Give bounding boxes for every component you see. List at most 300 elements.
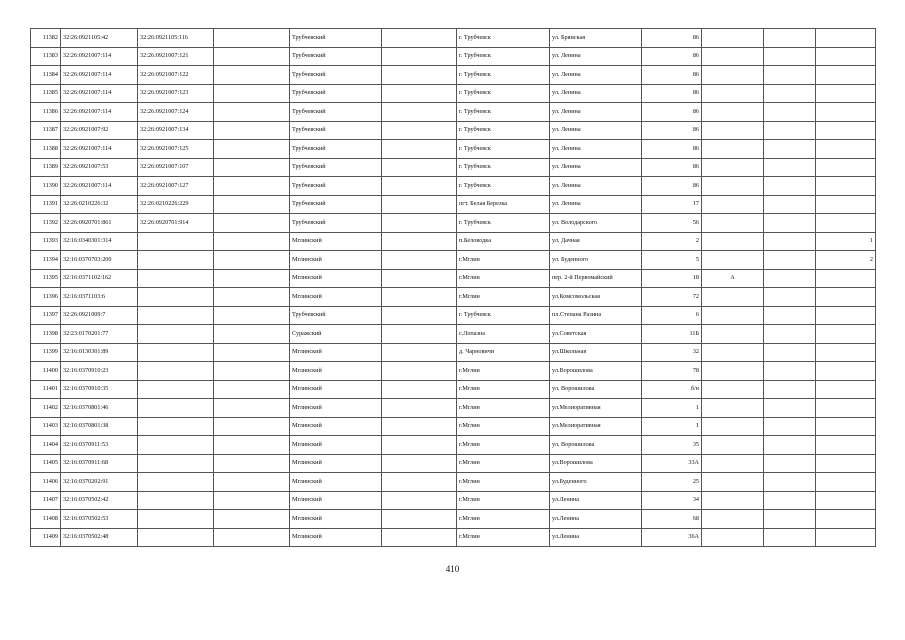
cell-row-number: 11388 xyxy=(31,140,61,159)
cell-empty-col-3 xyxy=(764,306,816,325)
cell-row-number: 11389 xyxy=(31,158,61,177)
cell-empty-col-2 xyxy=(382,288,457,307)
cell-letter xyxy=(702,177,764,196)
cell-cadastral-number: 32:26:0921007:92 xyxy=(61,121,138,140)
cell-letter xyxy=(702,121,764,140)
cell-apartment xyxy=(816,306,876,325)
table-row xyxy=(31,325,876,344)
cell-settlement: г.Мглин xyxy=(457,269,550,288)
cell-row-number: 11404 xyxy=(31,436,61,455)
cell-street: ул. Буденного xyxy=(550,251,642,270)
cell-street: ул.Буденного xyxy=(550,473,642,492)
cell-empty-col-3 xyxy=(764,399,816,418)
cell-district: Трубчевский xyxy=(290,103,382,122)
cell-street: ул. Ленина xyxy=(550,47,642,66)
cell-empty-col-2 xyxy=(382,362,457,381)
cell-cadastral-number: 32:26:0920701:861 xyxy=(61,214,138,233)
cell-empty-col-3 xyxy=(764,528,816,547)
cell-settlement: г.Мглин xyxy=(457,251,550,270)
cell-cadastral-number: 32:16:0371103:6 xyxy=(61,288,138,307)
cell-empty-col xyxy=(214,121,290,140)
cell-street: пл.Степана Разина xyxy=(550,306,642,325)
cell-letter xyxy=(702,84,764,103)
cell-empty-col xyxy=(214,158,290,177)
cell-cadastral-number: 32:16:0370202:91 xyxy=(61,473,138,492)
cell-street: ул. Ленина xyxy=(550,103,642,122)
cell-empty-col-2 xyxy=(382,528,457,547)
table-row xyxy=(31,232,876,251)
cell-object-number: 32:26:0210226:229 xyxy=(138,195,214,214)
table-row xyxy=(31,380,876,399)
cell-apartment xyxy=(816,269,876,288)
cell-empty-col-2 xyxy=(382,306,457,325)
cell-empty-col-2 xyxy=(382,121,457,140)
cell-empty-col-3 xyxy=(764,214,816,233)
document-table-container xyxy=(30,28,875,547)
cell-settlement: г.Мглин xyxy=(457,380,550,399)
cell-district: Мглинский xyxy=(290,528,382,547)
cell-settlement: г. Трубчевск xyxy=(457,158,550,177)
cell-empty-col xyxy=(214,214,290,233)
cell-empty-col-3 xyxy=(764,288,816,307)
cell-street: ул.Ворошилова xyxy=(550,362,642,381)
cell-apartment xyxy=(816,362,876,381)
cell-empty-col xyxy=(214,232,290,251)
table-row xyxy=(31,214,876,233)
cell-street: ул. Ленина xyxy=(550,66,642,85)
cell-empty-col-2 xyxy=(382,325,457,344)
cell-empty-col-3 xyxy=(764,232,816,251)
cell-settlement: г.Мглин xyxy=(457,473,550,492)
cell-empty-col-2 xyxy=(382,454,457,473)
cell-district: Мглинский xyxy=(290,436,382,455)
cell-object-number xyxy=(138,399,214,418)
cell-letter xyxy=(702,325,764,344)
cell-empty-col-2 xyxy=(382,214,457,233)
cell-apartment xyxy=(816,436,876,455)
table-row xyxy=(31,491,876,510)
cell-apartment xyxy=(816,343,876,362)
cell-empty-col xyxy=(214,325,290,344)
cell-empty-col-3 xyxy=(764,29,816,48)
cell-settlement: пгт. Белая Березка xyxy=(457,195,550,214)
cell-row-number: 11402 xyxy=(31,399,61,418)
cell-row-number: 11382 xyxy=(31,29,61,48)
cell-apartment xyxy=(816,29,876,48)
cell-cadastral-number: 32:26:0921007:114 xyxy=(61,84,138,103)
cell-settlement: г. Трубчевск xyxy=(457,214,550,233)
cell-cadastral-number: 32:16:0370911:68 xyxy=(61,454,138,473)
cell-empty-col-2 xyxy=(382,103,457,122)
cell-district: Трубчевский xyxy=(290,214,382,233)
cell-street: ул. Ленина xyxy=(550,84,642,103)
table-row xyxy=(31,399,876,418)
cell-apartment xyxy=(816,454,876,473)
table-row xyxy=(31,306,876,325)
cell-row-number: 11393 xyxy=(31,232,61,251)
cell-row-number: 11407 xyxy=(31,491,61,510)
cell-empty-col-2 xyxy=(382,195,457,214)
cell-empty-col-3 xyxy=(764,177,816,196)
cell-row-number: 11409 xyxy=(31,528,61,547)
cell-empty-col-3 xyxy=(764,84,816,103)
cell-row-number: 11392 xyxy=(31,214,61,233)
cell-object-number: 32:26:0921007:134 xyxy=(138,121,214,140)
cell-apartment xyxy=(816,417,876,436)
cell-cadastral-number: 32:16:0370910:23 xyxy=(61,362,138,381)
cell-empty-col-3 xyxy=(764,362,816,381)
cell-cadastral-number: 32:26:0921105:42 xyxy=(61,29,138,48)
cell-empty-col-3 xyxy=(764,121,816,140)
cell-empty-col-2 xyxy=(382,269,457,288)
cell-settlement: г.Мглин xyxy=(457,417,550,436)
cell-object-number xyxy=(138,436,214,455)
cell-empty-col-3 xyxy=(764,454,816,473)
cell-house-number: 6 xyxy=(642,306,702,325)
cell-letter xyxy=(702,399,764,418)
cell-apartment xyxy=(816,380,876,399)
cell-row-number: 11400 xyxy=(31,362,61,381)
cell-settlement: г. Трубчевск xyxy=(457,47,550,66)
cell-empty-col-2 xyxy=(382,491,457,510)
cell-apartment xyxy=(816,288,876,307)
cell-house-number: 33А xyxy=(642,454,702,473)
cell-letter xyxy=(702,528,764,547)
cell-empty-col-2 xyxy=(382,473,457,492)
cell-street: ул. Ворошилова xyxy=(550,380,642,399)
cell-letter xyxy=(702,47,764,66)
cell-street: ул. Ленина xyxy=(550,177,642,196)
cell-empty-col-3 xyxy=(764,251,816,270)
cell-district: Трубчевский xyxy=(290,47,382,66)
cell-settlement: г. Трубчевск xyxy=(457,103,550,122)
cell-letter xyxy=(702,306,764,325)
cell-empty-col-2 xyxy=(382,251,457,270)
cell-house-number: 35 xyxy=(642,436,702,455)
table-body xyxy=(31,29,876,547)
cell-street: ул.Школьная xyxy=(550,343,642,362)
cell-district: Трубчевский xyxy=(290,29,382,48)
cell-object-number xyxy=(138,454,214,473)
table-row xyxy=(31,47,876,66)
cell-letter xyxy=(702,66,764,85)
cell-district: Трубчевский xyxy=(290,84,382,103)
cell-apartment xyxy=(816,103,876,122)
cell-street: ул.Ленина xyxy=(550,528,642,547)
table-row xyxy=(31,251,876,270)
cell-letter xyxy=(702,232,764,251)
table-row xyxy=(31,343,876,362)
cell-object-number: 32:26:0921007:127 xyxy=(138,177,214,196)
cell-object-number xyxy=(138,232,214,251)
cell-house-number: 68 xyxy=(642,510,702,529)
cell-district: Мглинский xyxy=(290,510,382,529)
cell-letter xyxy=(702,473,764,492)
cell-settlement: г.Мглин xyxy=(457,436,550,455)
cell-object-number: 32:26:0921007:121 xyxy=(138,47,214,66)
cell-cadastral-number: 32:26:0921009:7 xyxy=(61,306,138,325)
cell-empty-col-3 xyxy=(764,158,816,177)
cell-street: ул.Мелиоративная xyxy=(550,399,642,418)
cell-letter xyxy=(702,417,764,436)
cell-row-number: 11384 xyxy=(31,66,61,85)
cell-empty-col-2 xyxy=(382,177,457,196)
cell-empty-col-3 xyxy=(764,325,816,344)
cell-district: Трубчевский xyxy=(290,66,382,85)
cell-empty-col xyxy=(214,66,290,85)
cell-object-number xyxy=(138,343,214,362)
cell-row-number: 11401 xyxy=(31,380,61,399)
cell-letter xyxy=(702,343,764,362)
cell-row-number: 11385 xyxy=(31,84,61,103)
cell-street: ул.Ленина xyxy=(550,510,642,529)
table-row xyxy=(31,103,876,122)
cell-cadastral-number: 32:26:0210226:32 xyxy=(61,195,138,214)
cell-street: ул. Ленина xyxy=(550,140,642,159)
cell-empty-col xyxy=(214,343,290,362)
cell-apartment xyxy=(816,325,876,344)
cell-apartment xyxy=(816,84,876,103)
cell-house-number: б/н xyxy=(642,380,702,399)
cell-row-number: 11408 xyxy=(31,510,61,529)
cell-letter xyxy=(702,436,764,455)
cell-district: Мглинский xyxy=(290,232,382,251)
cell-empty-col xyxy=(214,269,290,288)
cell-district: Мглинский xyxy=(290,380,382,399)
cell-empty-col xyxy=(214,510,290,529)
cell-object-number xyxy=(138,288,214,307)
cell-cadastral-number: 32:16:0370910:35 xyxy=(61,380,138,399)
cell-cadastral-number: 32:26:0921007:114 xyxy=(61,47,138,66)
cell-empty-col-2 xyxy=(382,417,457,436)
cell-letter xyxy=(702,214,764,233)
cell-district: Мглинский xyxy=(290,362,382,381)
cell-empty-col xyxy=(214,528,290,547)
cell-street: пер. 2-й Первомайский xyxy=(550,269,642,288)
cell-street: ул. Брянская xyxy=(550,29,642,48)
cell-house-number: 86 xyxy=(642,66,702,85)
cell-cadastral-number: 32:16:0370801:38 xyxy=(61,417,138,436)
cell-empty-col-3 xyxy=(764,343,816,362)
cell-empty-col xyxy=(214,251,290,270)
table-row xyxy=(31,528,876,547)
cell-letter xyxy=(702,362,764,381)
cell-row-number: 11406 xyxy=(31,473,61,492)
cell-district: Мглинский xyxy=(290,417,382,436)
cell-letter xyxy=(702,491,764,510)
cell-house-number: 86 xyxy=(642,84,702,103)
cell-empty-col-2 xyxy=(382,436,457,455)
table-row xyxy=(31,140,876,159)
cell-district: Мглинский xyxy=(290,269,382,288)
cell-letter: А xyxy=(702,269,764,288)
cell-empty-col-3 xyxy=(764,66,816,85)
cell-house-number: 34 xyxy=(642,491,702,510)
cell-district: Трубчевский xyxy=(290,306,382,325)
cell-apartment xyxy=(816,491,876,510)
cell-empty-col-3 xyxy=(764,380,816,399)
cell-house-number: 5 xyxy=(642,251,702,270)
cell-row-number: 11383 xyxy=(31,47,61,66)
cell-empty-col-2 xyxy=(382,380,457,399)
cell-letter xyxy=(702,454,764,473)
cell-settlement: г. Трубчевск xyxy=(457,121,550,140)
cell-house-number: 86 xyxy=(642,140,702,159)
cell-apartment xyxy=(816,177,876,196)
cell-object-number: 32:26:0921007:122 xyxy=(138,66,214,85)
cell-object-number xyxy=(138,491,214,510)
cell-empty-col xyxy=(214,288,290,307)
table-row xyxy=(31,362,876,381)
cell-cadastral-number: 32:16:0340301:314 xyxy=(61,232,138,251)
cell-empty-col xyxy=(214,195,290,214)
cell-apartment: 1 xyxy=(816,232,876,251)
cell-house-number: 86 xyxy=(642,177,702,196)
cell-empty-col xyxy=(214,399,290,418)
cell-object-number xyxy=(138,325,214,344)
cell-empty-col-2 xyxy=(382,158,457,177)
cell-street: ул.Советская xyxy=(550,325,642,344)
cell-object-number: 32:26:0921007:123 xyxy=(138,84,214,103)
cell-house-number: 86 xyxy=(642,158,702,177)
cell-settlement: г.Мглин xyxy=(457,528,550,547)
cell-apartment xyxy=(816,195,876,214)
cell-empty-col xyxy=(214,380,290,399)
cell-cadastral-number: 32:26:0921007:114 xyxy=(61,103,138,122)
cell-cadastral-number: 32:26:0921007:114 xyxy=(61,140,138,159)
cell-empty-col-2 xyxy=(382,66,457,85)
cell-cadastral-number: 32:16:0370703:200 xyxy=(61,251,138,270)
cell-empty-col-2 xyxy=(382,510,457,529)
cell-house-number: 1 xyxy=(642,417,702,436)
cell-object-number xyxy=(138,251,214,270)
cell-apartment xyxy=(816,66,876,85)
cell-cadastral-number: 32:26:0921007:53 xyxy=(61,158,138,177)
cell-empty-col xyxy=(214,362,290,381)
cell-object-number xyxy=(138,417,214,436)
cell-letter xyxy=(702,510,764,529)
cell-street: ул.Комсомольская xyxy=(550,288,642,307)
cell-apartment xyxy=(816,121,876,140)
cell-row-number: 11403 xyxy=(31,417,61,436)
cell-empty-col xyxy=(214,140,290,159)
cell-cadastral-number: 32:16:0370502:48 xyxy=(61,528,138,547)
table-row xyxy=(31,121,876,140)
cell-object-number xyxy=(138,510,214,529)
cell-apartment xyxy=(816,399,876,418)
cell-empty-col-3 xyxy=(764,195,816,214)
cell-empty-col-3 xyxy=(764,47,816,66)
cell-object-number xyxy=(138,269,214,288)
cell-empty-col xyxy=(214,454,290,473)
cell-object-number xyxy=(138,306,214,325)
cell-object-number: 32:26:0920701:914 xyxy=(138,214,214,233)
page-number: 410 xyxy=(445,564,460,574)
cell-district: Трубчевский xyxy=(290,177,382,196)
cell-empty-col xyxy=(214,84,290,103)
cell-cadastral-number: 32:16:0370502:53 xyxy=(61,510,138,529)
cell-district: Мглинский xyxy=(290,251,382,270)
cell-street: ул.Мелиоративная xyxy=(550,417,642,436)
cell-row-number: 11397 xyxy=(31,306,61,325)
cell-house-number: 11Б xyxy=(642,325,702,344)
cell-street: ул. Ворошилова xyxy=(550,436,642,455)
cell-apartment xyxy=(816,140,876,159)
cell-object-number xyxy=(138,528,214,547)
cell-empty-col-3 xyxy=(764,140,816,159)
cell-house-number: 78 xyxy=(642,362,702,381)
cell-object-number xyxy=(138,380,214,399)
cell-empty-col xyxy=(214,417,290,436)
cell-apartment xyxy=(816,473,876,492)
cell-empty-col-2 xyxy=(382,29,457,48)
cell-empty-col xyxy=(214,491,290,510)
cell-row-number: 11391 xyxy=(31,195,61,214)
cell-house-number: 86 xyxy=(642,121,702,140)
cell-street: ул. Ленина xyxy=(550,158,642,177)
cell-empty-col-3 xyxy=(764,103,816,122)
cell-district: Трубчевский xyxy=(290,121,382,140)
cell-cadastral-number: 32:23:0170201:77 xyxy=(61,325,138,344)
cell-empty-col xyxy=(214,436,290,455)
cell-house-number: 36А xyxy=(642,528,702,547)
cell-empty-col-2 xyxy=(382,47,457,66)
cell-house-number: 1 xyxy=(642,399,702,418)
cell-settlement: п.Беловодка xyxy=(457,232,550,251)
cell-apartment xyxy=(816,47,876,66)
cell-letter xyxy=(702,380,764,399)
cell-letter xyxy=(702,158,764,177)
cell-row-number: 11398 xyxy=(31,325,61,344)
cell-letter xyxy=(702,288,764,307)
cell-empty-col-2 xyxy=(382,343,457,362)
cell-cadastral-number: 32:16:0371102:162 xyxy=(61,269,138,288)
cell-street: ул.Ворошилова xyxy=(550,454,642,473)
cell-house-number: 32 xyxy=(642,343,702,362)
cell-house-number: 25 xyxy=(642,473,702,492)
table-row xyxy=(31,84,876,103)
cell-apartment xyxy=(816,158,876,177)
cell-empty-col xyxy=(214,29,290,48)
cell-house-number: 86 xyxy=(642,103,702,122)
cell-object-number xyxy=(138,362,214,381)
table-row xyxy=(31,454,876,473)
cell-apartment xyxy=(816,510,876,529)
cell-empty-col-3 xyxy=(764,269,816,288)
cell-cadastral-number: 32:16:0370911:53 xyxy=(61,436,138,455)
cell-cadastral-number: 32:16:0370801:46 xyxy=(61,399,138,418)
cell-letter xyxy=(702,195,764,214)
cell-settlement: д. Чарновичи xyxy=(457,343,550,362)
cell-row-number: 11387 xyxy=(31,121,61,140)
cell-settlement: г.Мглин xyxy=(457,491,550,510)
cell-district: Трубчевский xyxy=(290,140,382,159)
cell-row-number: 11394 xyxy=(31,251,61,270)
cell-empty-col-2 xyxy=(382,232,457,251)
cell-house-number: 2 xyxy=(642,232,702,251)
cell-house-number: 86 xyxy=(642,29,702,48)
cell-settlement: г. Трубчевск xyxy=(457,306,550,325)
cell-street: ул.Ленина xyxy=(550,491,642,510)
table-row xyxy=(31,29,876,48)
table-row xyxy=(31,436,876,455)
cell-row-number: 11386 xyxy=(31,103,61,122)
cell-row-number: 11405 xyxy=(31,454,61,473)
cell-empty-col xyxy=(214,473,290,492)
cell-district: Мглинский xyxy=(290,288,382,307)
cell-street: ул. Ленина xyxy=(550,121,642,140)
cell-object-number: 32:26:0921007:124 xyxy=(138,103,214,122)
